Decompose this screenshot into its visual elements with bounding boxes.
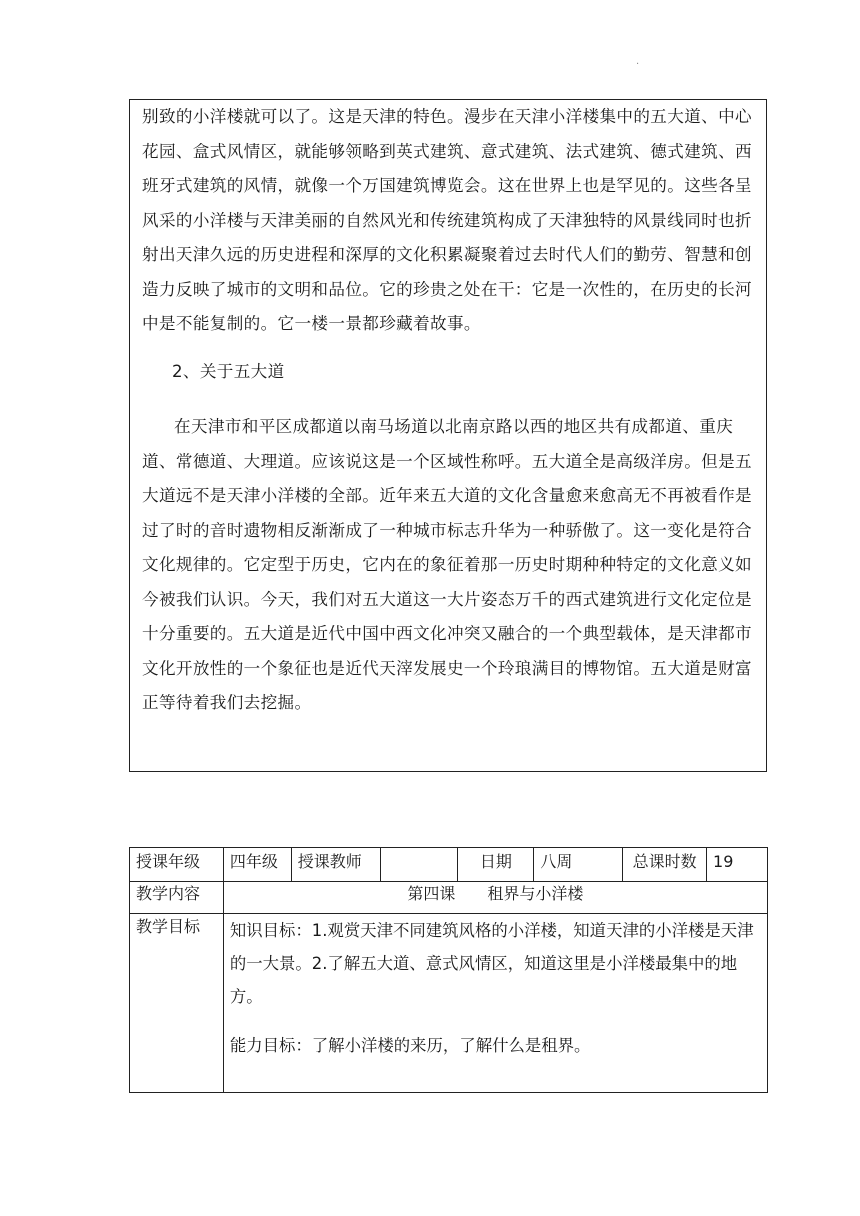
lesson-plan-table xyxy=(129,847,768,1093)
section-heading-wudadao: 2、关于五大道 xyxy=(172,362,285,381)
content-label: 教学内容 xyxy=(130,882,224,914)
content-value: 第四课 租界与小洋楼 xyxy=(223,882,767,914)
knowledge-goal: 知识目标：1.观赏天津不同建筑风格的小洋楼，知道天津的小洋楼是天津的一大景。2.了解五大道、意式风情区，知道这里是小洋楼最集中的地方。 xyxy=(229,921,754,1006)
ability-goal: 能力目标：了解小洋楼的来历，了解什么是租界。 xyxy=(229,1036,591,1055)
teacher-value xyxy=(380,848,458,882)
hours-value: 19 xyxy=(707,848,768,882)
teacher-label: 授课教师 xyxy=(291,848,380,882)
table-row-goals xyxy=(130,914,768,1093)
date-value: 八周 xyxy=(534,848,623,882)
goal-cell xyxy=(223,914,767,1093)
table-row-content xyxy=(130,882,768,914)
continuation-text-box xyxy=(129,99,767,772)
goal-label: 教学目标 xyxy=(130,914,224,1093)
hours-label: 总课时数 xyxy=(623,848,707,882)
table-row-header xyxy=(130,848,768,882)
grade-value: 四年级 xyxy=(223,848,291,882)
date-label: 日期 xyxy=(458,848,534,882)
paragraph-wudadao: 在天津市和平区成都道以南马场道以北南京路以西的地区共有成都道、重庆道、常德道、大理道。应该说这是一个区域性称呼。五大道全是高级洋房。但是五大道远不是天津小洋楼的全部。近年来五大道的文化含量愈来愈高无不再被看作是过了时的音时遗物相反渐渐成了一种城市标志升华为一种骄傲了。这一变化是符合文化规律的。它定型于历史，它内在的象征着那一历史时期种种特定的文化意义如今被我们认识。今天，我们对五大道这一大片姿态万千的西式建筑进行文化定位是十分重要的。五大道是近代中国中西文化冲突又融合的一个典型载体，是天津都市文化开放性的一个象征也是近代天滓发展史一个玲琅满目的博物馆。五大道是财富正等待着我们去挖掘。 xyxy=(142,417,752,712)
grade-label: 授课年级 xyxy=(130,848,224,882)
page-mark: . xyxy=(636,56,640,67)
paragraph-xiaoyanglou: 别致的小洋楼就可以了。这是天津的特色。漫步在天津小洋楼集中的五大道、中心花园、盒式风情区，就能够领略到英式建筑、意式建筑、法式建筑、德式建筑、西班牙式建筑的风情，就像一个万国建筑博览会。这在世界上也是罕见的。这些各呈风采的小洋楼与天津美丽的自然风光和传统建筑构成了天津独特的风景线同时也折射出天津久远的历史进程和深厚的文化积累凝聚着过去时代人们的勤劳、智慧和创造力反映了城市的文明和品位。它的珍贵之处在干：它是一次性的，在历史的长河中是不能复制的。它一楼一景都珍藏着故事。 xyxy=(142,107,752,333)
goal-spacer xyxy=(230,1013,761,1029)
